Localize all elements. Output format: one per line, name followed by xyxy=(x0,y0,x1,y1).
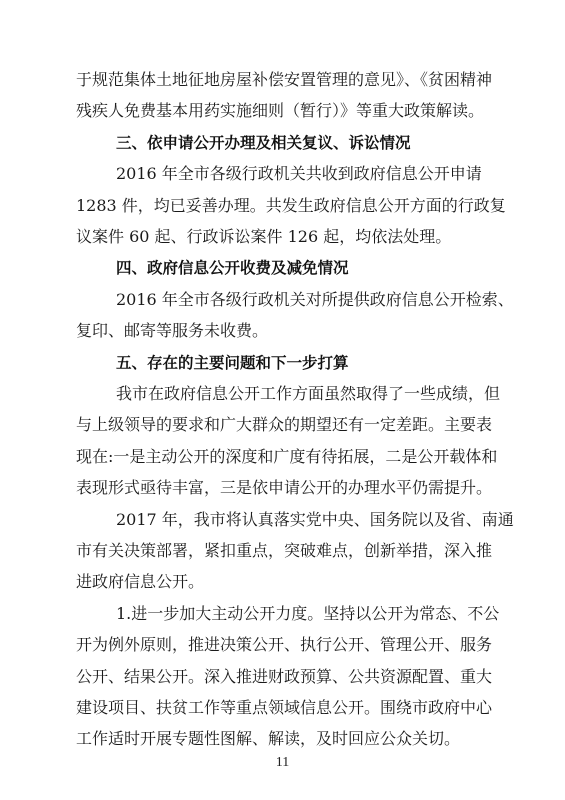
paragraph-line: 工作适时开展专题性图解、解读，及时回应公众关切。 xyxy=(76,729,461,749)
paragraph-line: 2017 年，我市将认真落实党中央、国务院以及省、南通 xyxy=(116,509,514,529)
paragraph-line: 开为例外原则，推进决策公开、执行公开、管理公开、服务 xyxy=(76,635,493,655)
section-heading-5: 五、存在的主要问题和下一步打算 xyxy=(116,353,349,372)
paragraph-line: 现在:一是主动公开的深度和广度有待拓展，二是公开载体和 xyxy=(76,446,498,466)
paragraph-line: 2016 年全市各级行政机关对所提供政府信息公开检索、 xyxy=(116,289,514,309)
paragraph-line: 我市在政府信息公开工作方面虽然取得了一些成绩，但 xyxy=(116,384,501,403)
paragraph-line: 公开、结果公开。深入推进财政预算、公共资源配置、重大 xyxy=(76,666,493,686)
paragraph-line: 1283 件，均已妥善办理。共发生政府信息公开方面的行政复 xyxy=(76,195,506,215)
page-number: 11 xyxy=(275,755,290,770)
paragraph-line: 市有关决策部署，紧扣重点，突破难点，创新举措，深入推 xyxy=(76,541,493,560)
paragraph-line: 复印、邮寄等服务未收费。 xyxy=(76,321,269,341)
paragraph-line: 进政府信息公开。 xyxy=(76,572,205,592)
section-heading-4: 四、政府信息公开收费及减免情况 xyxy=(116,259,349,278)
paragraph-line: 1.进一步加大主动公开力度。坚持以公开为常态、不公 xyxy=(116,603,500,623)
paragraph-line: 2016 年全市各级行政机关共收到政府信息公开申请 xyxy=(116,164,482,184)
paragraph-line: 议案件 60 起、行政诉讼案件 126 起，均依法处理。 xyxy=(76,227,452,246)
paragraph-line: 建设项目、扶贫工作等重点领域信息公开。围绕市政府中心 xyxy=(76,698,493,717)
section-heading-3: 三、依申请公开办理及相关复议、诉讼情况 xyxy=(116,133,411,152)
paragraph-line: 残疾人免费基本用药实施细则（暂行）》等重大政策解读。 xyxy=(76,101,485,121)
paragraph-line: 于规范集体土地征地房屋补偿安置管理的意见》、《贫困精神 xyxy=(76,70,493,89)
paragraph-line: 表现形式亟待丰富，三是依申请公开的办理水平仍需提升。 xyxy=(76,478,493,498)
paragraph-line: 与上级领导的要求和广大群众的期望还有一定差距。主要表 xyxy=(76,415,493,435)
